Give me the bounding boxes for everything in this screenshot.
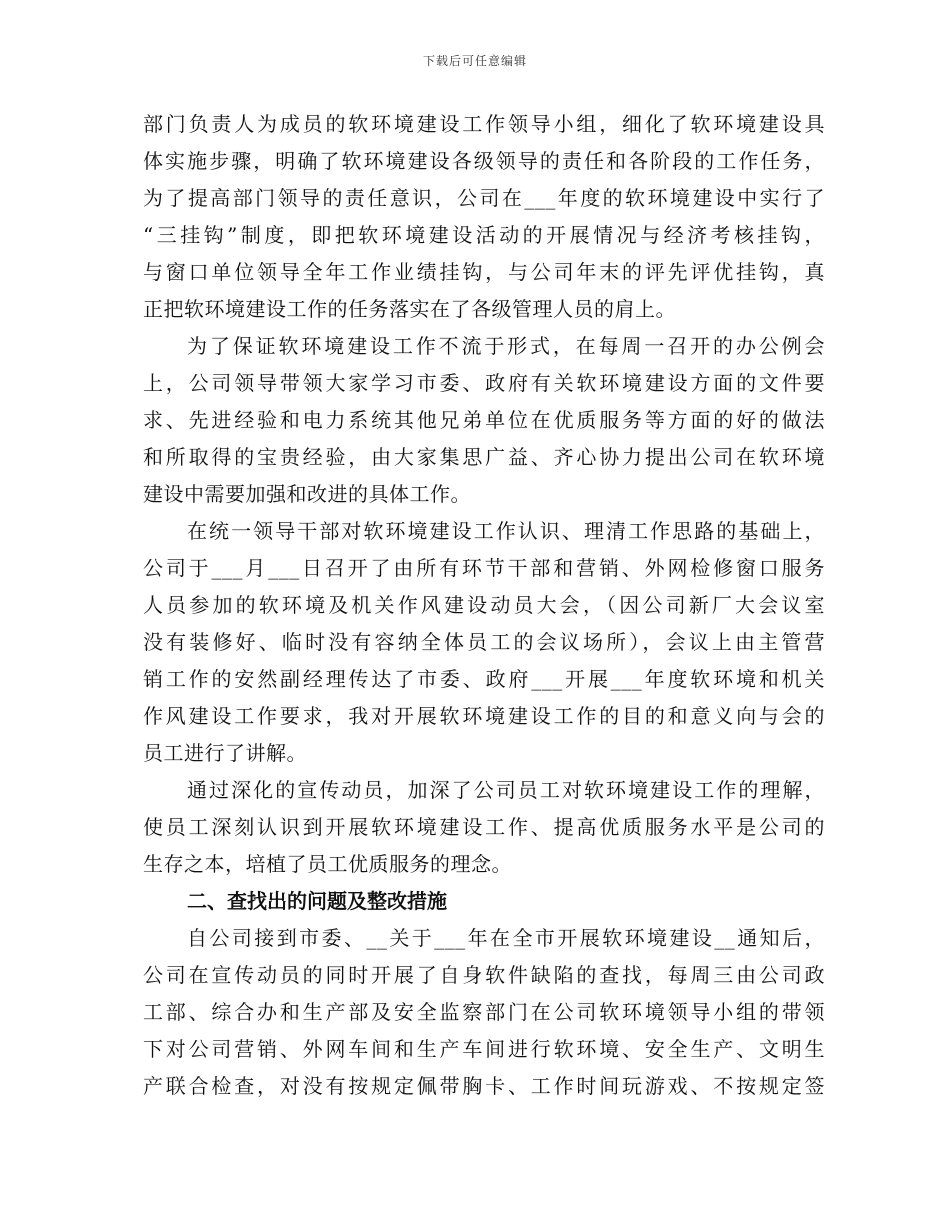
document-body — [143, 106, 825, 1105]
section-heading: 二、查找出的问题及整改措施 — [187, 889, 447, 913]
paragraph-2 — [143, 328, 825, 513]
text-line: 在统一领导干部对软环境建设工作认识、理清工作思路的基础上， — [187, 519, 825, 543]
text-line: “三挂钩”制度，即把软环境建设活动的开展情况与经济考核挂钩， — [143, 223, 825, 247]
text-line: 使员工深刻认识到开展软环境建设工作、提高优质服务水平是公司的 — [143, 815, 825, 839]
text-line: 公司在宣传动员的同时开展了自身软件缺陷的查找，每周三由公司政 — [143, 963, 825, 987]
paragraph-5 — [143, 920, 825, 1105]
text-line: 求、先进经验和电力系统其他兄弟单位在优质服务等方面的好的做法 — [143, 408, 825, 432]
text-line: 建设中需要加强和改进的具体工作。 — [143, 482, 471, 506]
text-line: 通过深化的宣传动员，加深了公司员工对软环境建设工作的理解， — [187, 778, 825, 802]
text-line: 为了保证软环境建设工作不流于形式，在每周一召开的办公例会 — [187, 334, 825, 358]
text-line: 下对公司营销、外网车间和生产车间进行软环境、安全生产、文明生 — [143, 1037, 825, 1061]
text-line: 产联合检查，对没有按规定佩带胸卡、工作时间玩游戏、不按规定签 — [143, 1074, 825, 1098]
text-line: 部门负责人为成员的软环境建设工作领导小组，细化了软环境建设具 — [143, 112, 825, 136]
text-line: 和所取得的宝贵经验，由大家集思广益、齐心协力提出公司在软环境 — [143, 445, 825, 469]
text-line: 上，公司领导带领大家学习市委、政府有关软环境建设方面的文件要 — [143, 371, 825, 395]
text-line: 自公司接到市委、__关于___年在全市开展软环境建设__通知后， — [187, 926, 825, 950]
paragraph-3 — [143, 513, 825, 772]
page-header: 下载后可任意编辑 — [422, 54, 527, 68]
text-line: 为了提高部门领导的责任意识，公司在___年度的软环境建设中实行了 — [143, 186, 825, 210]
paragraph-1 — [143, 106, 825, 328]
paragraph-4 — [143, 772, 825, 883]
text-line: 生存之本，培植了员工优质服务的理念。 — [143, 852, 512, 876]
text-line: 销工作的安然副经理传达了市委、政府___开展___年度软环境和机关 — [143, 667, 825, 691]
text-line: 作风建设工作要求，我对开展软环境建设工作的目的和意义向与会的 — [143, 704, 825, 728]
text-line: 员工进行了讲解。 — [143, 741, 307, 765]
text-line: 正把软环境建设工作的任务落实在了各级管理人员的肩上。 — [143, 297, 676, 321]
text-line: 没有装修好、临时没有容纳全体员工的会议场所），会议上由主管营 — [143, 630, 825, 654]
text-line: 人员参加的软环境及机关作风建设动员大会，（因公司新厂大会议室 — [143, 593, 825, 617]
text-line: 公司于___月___日召开了由所有环节干部和营销、外网检修窗口服务 — [143, 556, 825, 580]
text-line: 体实施步骤，明确了软环境建设各级领导的责任和各阶段的工作任务， — [143, 149, 825, 173]
text-line: 与窗口单位领导全年工作业绩挂钩，与公司年末的评先评优挂钩，真 — [143, 260, 825, 284]
text-line: 工部、综合办和生产部及安全监察部门在公司软环境领导小组的带领 — [143, 1000, 825, 1024]
